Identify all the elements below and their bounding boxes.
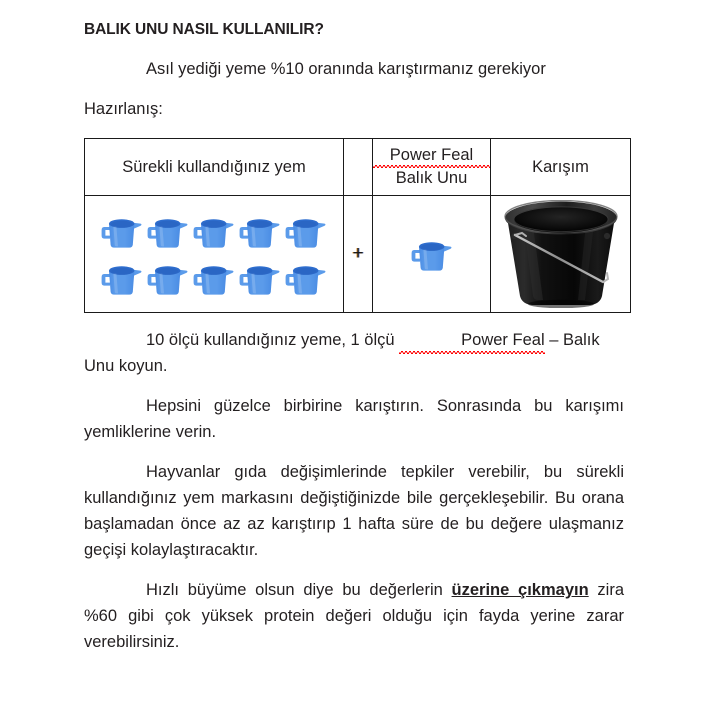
jug-interior <box>111 267 132 273</box>
header-cell-feed <box>85 139 344 196</box>
jug-handle <box>286 227 294 239</box>
measuring-jug-icon <box>239 258 281 298</box>
ratio-text-before: 10 ölçü kullandığınız yeme, 1 ölçü <box>146 331 400 349</box>
measuring-jug-icon <box>193 258 235 298</box>
cell-feed-jugs <box>85 196 344 313</box>
cell-plus <box>344 196 373 313</box>
jug-item <box>99 208 145 253</box>
jug-handle <box>411 250 419 262</box>
header-label-feed: Sürekli kullandığınız yem <box>122 157 306 176</box>
ratio-text-after: – Balık Unu koyun. <box>84 331 600 375</box>
measuring-jug-icon <box>239 211 281 251</box>
cell-fish-meal-jug <box>373 196 491 313</box>
header-cell-fish-meal <box>373 139 491 196</box>
jug-item <box>191 255 237 300</box>
warning-emphasis: üzerine çıkmayın <box>451 581 589 599</box>
measuring-jug-icon <box>193 211 235 251</box>
jug-handle <box>148 274 156 286</box>
jug-handle <box>194 227 202 239</box>
reaction-paragraph: Hayvanlar gıda değişimlerinde tepkiler verebilir, bu sürekli kullandığınız yem markasını değiştiğinizde bile gerçekleşebilir. Bu orana başlamadan önce az az karıştırıp 1 hafta süre de bu değere ulaşmanız geçişi kolaylaştıracaktır. <box>84 463 624 559</box>
jug-item <box>237 255 283 300</box>
jug-interior <box>249 267 270 273</box>
black-bucket-icon <box>502 200 620 308</box>
measuring-jug-icon <box>147 258 189 298</box>
jug-interior <box>249 220 270 226</box>
jug-handle <box>148 227 156 239</box>
jug-handle <box>240 274 248 286</box>
document-body <box>84 20 624 669</box>
cell-mixture-bucket <box>491 196 631 313</box>
jug-item <box>191 208 237 253</box>
measuring-jug-icon <box>101 211 143 251</box>
intro-paragraph: Asıl yediği yeme %10 oranında karıştırmanız gerekiyor <box>146 60 546 78</box>
jug-handle <box>194 274 202 286</box>
jug-item <box>237 208 283 253</box>
mix-paragraph: Hepsini güzelce birbirine karıştırın. Sonrasında bu karışımı yemliklerine verin. <box>84 397 624 441</box>
jug-item <box>145 208 191 253</box>
measuring-jug-icon <box>147 211 189 251</box>
measuring-jug-icon <box>411 234 453 274</box>
bucket-wrap <box>491 196 630 312</box>
warning-paragraph <box>84 577 624 655</box>
jug-item <box>283 208 329 253</box>
jug-grid <box>85 196 343 312</box>
header-label-mixture: Karışım <box>532 157 589 176</box>
jug-interior <box>203 267 224 273</box>
jug-interior <box>203 220 224 226</box>
jug-handle <box>102 227 110 239</box>
jug-interior <box>421 244 442 250</box>
header-label-brand: Power Feal <box>373 144 490 167</box>
table-header-row <box>85 139 631 196</box>
ratio-brand-name: Power Feal <box>399 327 544 353</box>
table-content-row <box>85 196 631 313</box>
jug-interior <box>157 267 178 273</box>
jug-interior <box>295 220 316 226</box>
jug-item <box>411 234 453 274</box>
measuring-jug-icon <box>285 211 327 251</box>
jug-item <box>145 255 191 300</box>
recipe-table <box>84 138 631 313</box>
warning-text-before: Hızlı büyüme olsun diye bu değerlerin <box>146 581 452 599</box>
header-cell-plus <box>344 139 373 196</box>
measuring-jug-icon <box>101 258 143 298</box>
warning-text-after: zira %60 gibi çok yüksek protein değeri olduğu için fayda yerine zarar verebilirsiniz. <box>84 581 624 651</box>
header-cell-mixture <box>491 139 631 196</box>
ratio-paragraph <box>84 327 624 379</box>
jug-interior <box>295 267 316 273</box>
plus-icon: + <box>352 243 364 264</box>
jug-interior <box>111 220 132 226</box>
header-label-fish-meal: Balık Unu <box>395 169 468 187</box>
jug-handle <box>286 274 294 286</box>
preparation-label: Hazırlanış: <box>84 100 163 118</box>
jug-interior <box>157 220 178 226</box>
single-jug-wrap <box>373 196 490 312</box>
measuring-jug-icon <box>285 258 327 298</box>
jug-handle <box>240 227 248 239</box>
page-title: BALIK UNU NASIL KULLANILIR? <box>84 21 324 38</box>
jug-item <box>283 255 329 300</box>
jug-handle <box>102 274 110 286</box>
jug-item <box>99 255 145 300</box>
bucket-interior <box>514 207 608 232</box>
